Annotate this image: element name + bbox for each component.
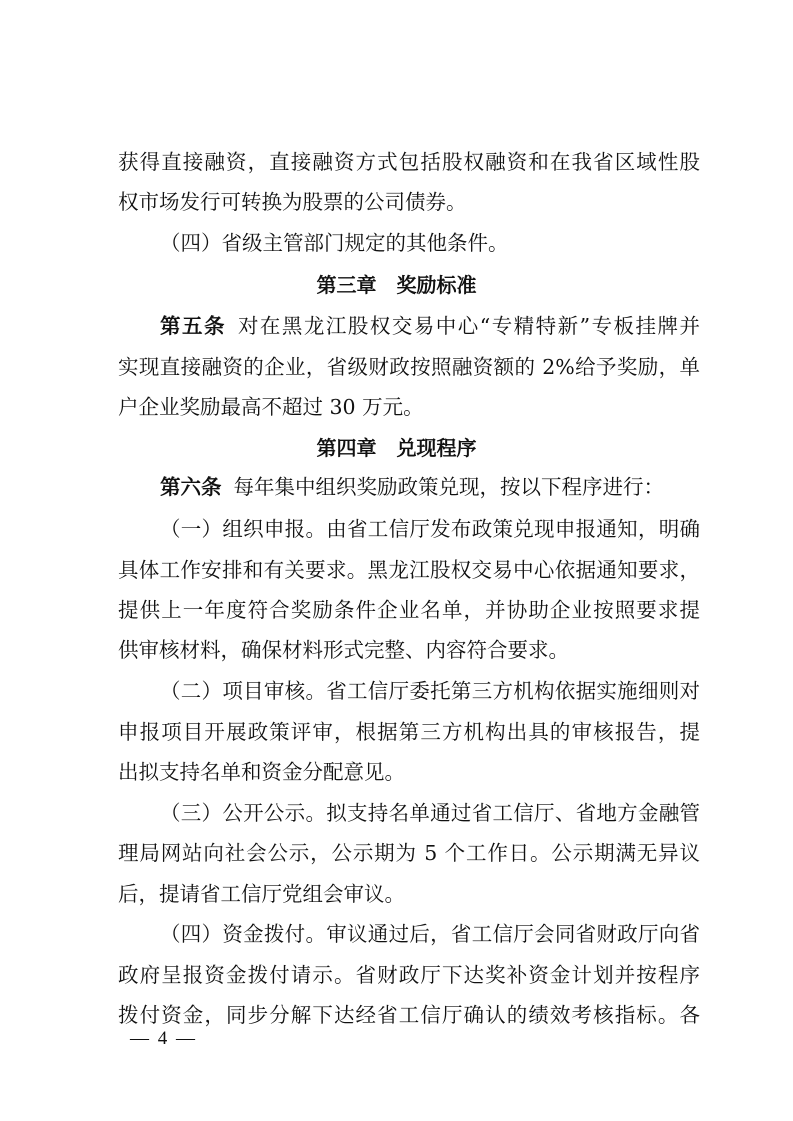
text-line: 获得直接融资，直接融资方式包括股权融资和在我省区域性股 <box>118 150 700 174</box>
chapter-heading: 第四章 兑现程序 <box>316 436 477 460</box>
text-line: 权市场发行可转换为股票的公司债券。 <box>118 190 467 214</box>
chapter-heading: 第三章 奖励标准 <box>316 273 477 297</box>
article-text: 对在黑龙江股权交易中心“专精特新”专板挂牌并 <box>237 314 701 338</box>
text-line: 户企业奖励最高不超过 30 万元。 <box>118 395 424 419</box>
text-line: 具体工作安排和有关要求。黑龙江股权交易中心依据通知要求， <box>118 558 700 582</box>
text-line: 出拟支持名单和资金分配意见。 <box>118 760 405 784</box>
text-line: 申报项目开展政策评审，根据第三方机构出具的审核报告，提 <box>118 720 700 744</box>
text-line: （二）项目审核。省工信厅委托第三方机构依据实施细则对 <box>160 679 700 703</box>
text-line: 后，提请省工信厅党组会审议。 <box>118 882 405 906</box>
text-line: 拨付资金，同步分解下达经省工信厅确认的绩效考核指标。各 <box>118 1003 700 1027</box>
article-text: 每年集中组织奖励政策兑现，按以下程序进行： <box>233 475 664 499</box>
text-line: （四）资金拨付。审议通过后，省工信厅会同省财政厅向省 <box>160 922 700 946</box>
text-line: （一）组织申报。由省工信厅发布政策兑现申报通知，明确 <box>160 517 700 541</box>
text-line: 实现直接融资的企业，省级财政按照融资额的 2%给予奖励，单 <box>118 355 700 379</box>
text-line: 理局网站向社会公示，公示期为 5 个工作日。公示期满无异议 <box>118 841 700 865</box>
text-line: 供审核材料，确保材料形式完整、内容符合要求。 <box>118 638 569 662</box>
article-label: 第五条 <box>160 314 226 338</box>
article-line <box>160 316 700 337</box>
article-label: 第六条 <box>160 475 222 499</box>
article-line <box>160 477 664 498</box>
text-line: 提供上一年度符合奖励条件企业名单，并协助企业按照要求提 <box>118 598 700 622</box>
text-line: 政府呈报资金拨付请示。省财政厅下达奖补资金计划并按程序 <box>118 963 700 987</box>
text-line: （三）公开公示。拟支持名单通过省工信厅、省地方金融管 <box>160 801 700 825</box>
page-number: — 4 — <box>130 1028 197 1049</box>
text-line: （四）省级主管部门规定的其他条件。 <box>160 231 509 255</box>
